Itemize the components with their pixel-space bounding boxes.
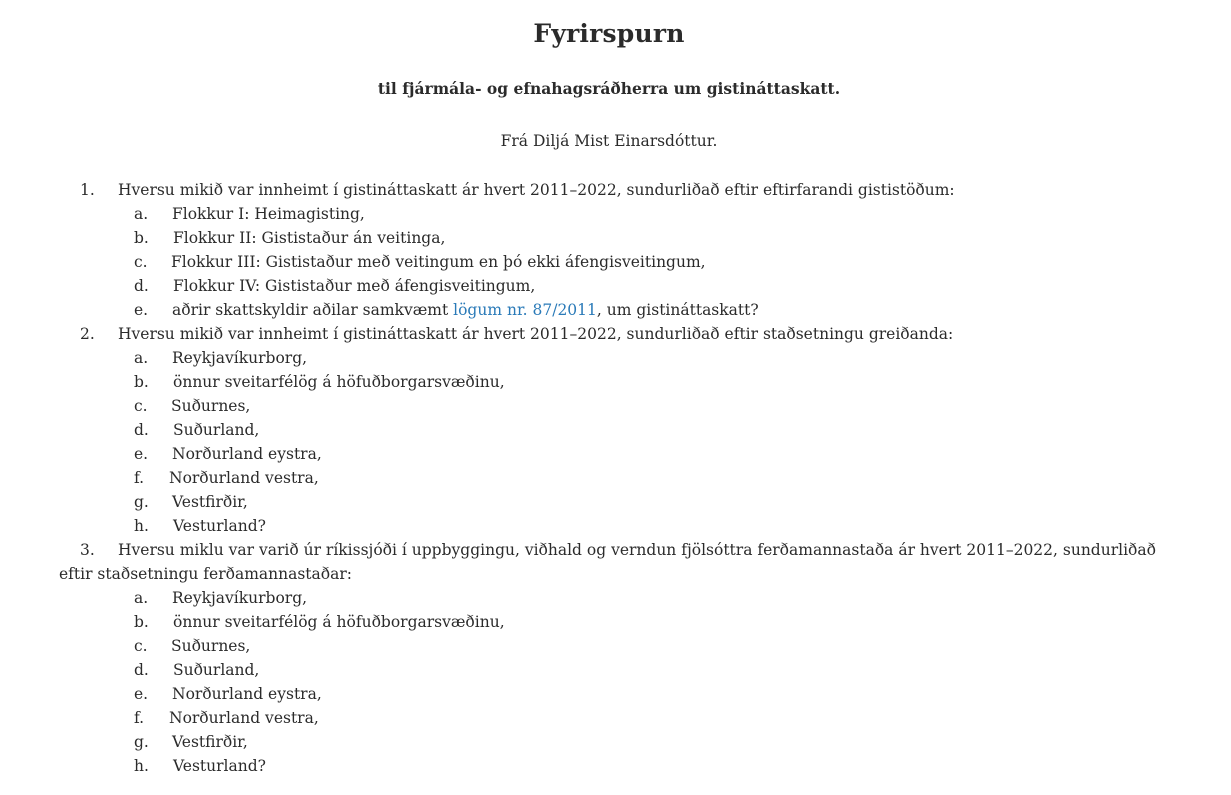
item-letter: c. xyxy=(134,397,148,415)
item-text: Flokkur II: Gististaður án veitinga, xyxy=(173,229,446,247)
item-letter: e. xyxy=(134,445,149,463)
item-letter: g. xyxy=(134,733,149,751)
question-text: Hversu miklu var varið úr ríkissjóði í uppbyggingu, viðhald og verndun fjölsóttra ferðamannastaða ár hvert 2011–2022, sundurliðað xyxy=(118,541,1156,559)
item-letter: d. xyxy=(134,421,149,439)
question-number: 3. xyxy=(80,541,95,559)
item-text: Vestfirðir, xyxy=(172,493,248,511)
item-text: Flokkur I: Heimagisting, xyxy=(172,205,365,223)
item-letter: f. xyxy=(134,469,145,487)
item-text: Suðurnes, xyxy=(171,397,251,415)
question-text: Hversu mikið var innheimt í gistináttaskatt ár hvert 2011–2022, sundurliðað eftir staðsetningu greiðanda: xyxy=(118,325,954,343)
item-text: Suðurland, xyxy=(173,421,260,439)
document-subtitle: til fjármála- og efnahagsráðherra um gistináttaskatt. xyxy=(377,79,841,98)
item-letter: b. xyxy=(134,373,149,391)
item-letter: e. xyxy=(134,301,149,319)
item-letter: a. xyxy=(134,205,149,223)
item-text: Flokkur III: Gististaður með veitingum en þó ekki áfengisveitingum, xyxy=(171,253,706,271)
item-text: Norðurland eystra, xyxy=(172,445,322,463)
question-number: 1. xyxy=(80,181,95,199)
question-text: Hversu mikið var innheimt í gistináttaskatt ár hvert 2011–2022, sundurliðað eftir eftirfarandi gististöðum: xyxy=(118,181,955,199)
item-letter: g. xyxy=(134,493,149,511)
item-text: Suðurnes, xyxy=(171,637,251,655)
item-text: Reykjavíkurborg, xyxy=(172,349,308,367)
item-text: Vestfirðir, xyxy=(172,733,248,751)
item-letter: c. xyxy=(134,637,148,655)
document-title: Fyrirspurn xyxy=(533,19,685,48)
item-text: Norðurland vestra, xyxy=(169,469,319,487)
item-letter: h. xyxy=(134,517,149,535)
document-author: Frá Diljá Mist Einarsdóttur. xyxy=(500,132,718,150)
item-letter: b. xyxy=(134,229,149,247)
item-letter: b. xyxy=(134,613,149,631)
question-number: 2. xyxy=(80,325,95,343)
item-letter: h. xyxy=(134,757,149,775)
item-letter: a. xyxy=(134,589,149,607)
item-text xyxy=(172,298,759,322)
item-letter: f. xyxy=(134,709,145,727)
item-text: Norðurland eystra, xyxy=(172,685,322,703)
item-text: Vesturland? xyxy=(173,517,266,535)
item-letter: d. xyxy=(134,661,149,679)
item-text: önnur sveitarfélög á höfuðborgarsvæðinu, xyxy=(173,613,505,631)
item-text: Norðurland vestra, xyxy=(169,709,319,727)
item-text-before: aðrir skattskyldir aðilar samkvæmt xyxy=(172,301,454,319)
item-text: Flokkur IV: Gististaður með áfengisveitingum, xyxy=(173,277,536,295)
item-letter: d. xyxy=(134,277,149,295)
question-text-continuation: eftir staðsetningu ferðamannastaðar: xyxy=(59,565,352,583)
item-letter: a. xyxy=(134,349,149,367)
item-letter: c. xyxy=(134,253,148,271)
item-text-after: , um gistináttaskatt? xyxy=(596,301,759,319)
item-text: Reykjavíkurborg, xyxy=(172,589,308,607)
item-letter: e. xyxy=(134,685,149,703)
item-text: Vesturland? xyxy=(173,757,266,775)
item-text: önnur sveitarfélög á höfuðborgarsvæðinu, xyxy=(173,373,505,391)
item-text: Suðurland, xyxy=(173,661,260,679)
law-link[interactable]: lögum nr. 87/2011 xyxy=(453,301,597,319)
